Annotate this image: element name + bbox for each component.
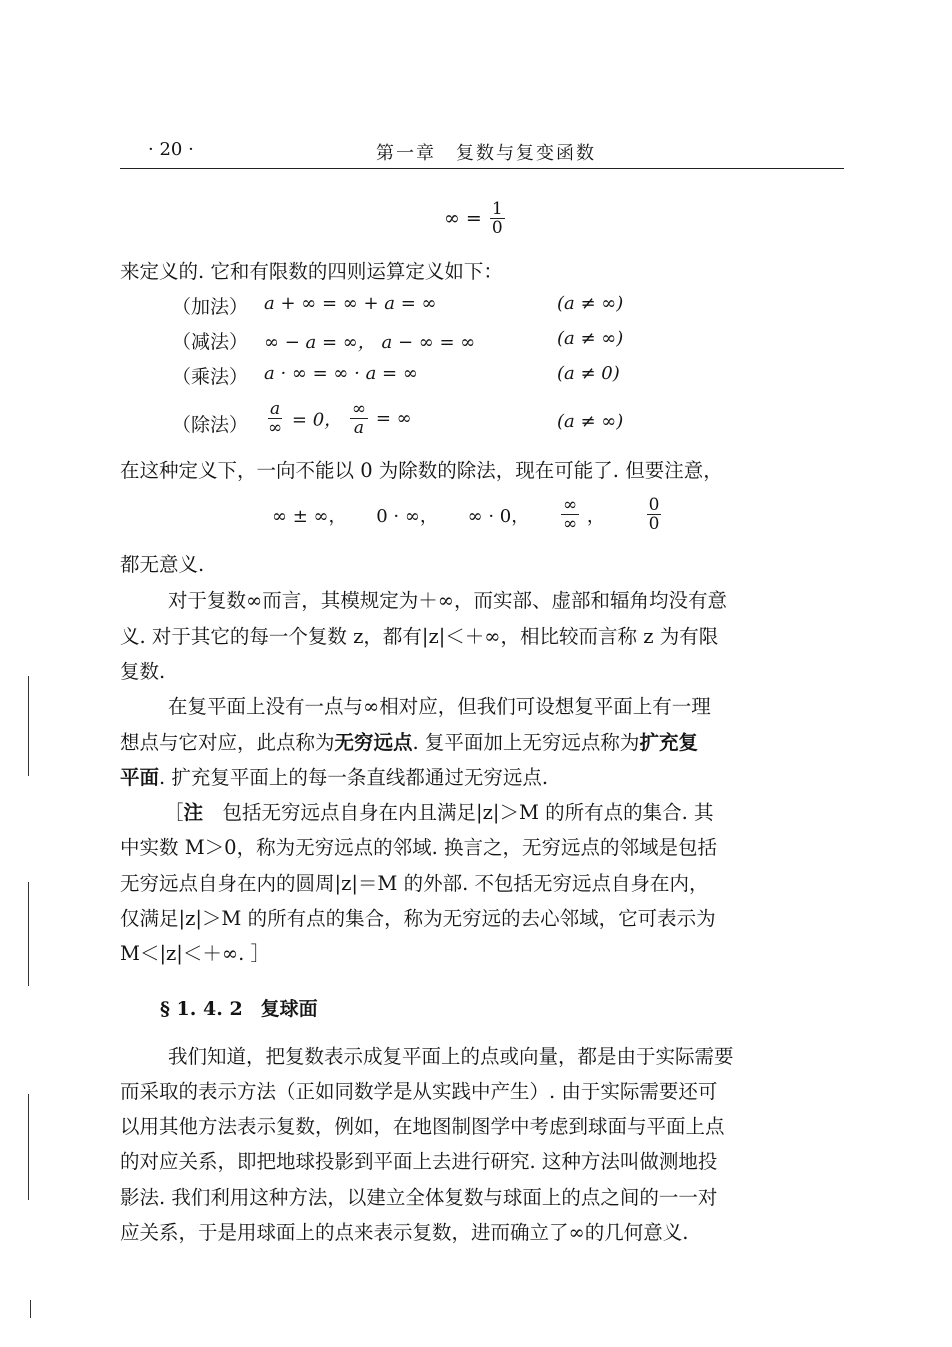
form-5-den: 0 [648, 514, 660, 534]
para2-line-1: 在复平面上没有一点与∞相对应，但我们可设想复平面上有一理 [168, 695, 711, 718]
op-expr-div [264, 400, 412, 437]
op-expr-mul: a · ∞ = ∞ · a = ∞ [264, 363, 418, 384]
top-formula-fraction [490, 200, 505, 237]
para2-l2-a: 想点与它对应，此点称为 [120, 731, 335, 754]
div-expr-mid: = 0， [291, 409, 343, 431]
section-title: 复球面 [260, 998, 318, 1020]
para3-line-3: 以用其他方法表示复数，例如，在地图制图学中考虑到球面与平面上点 [120, 1115, 725, 1138]
para3-line-6: 应关系，于是用球面上的点来表示复数，进而确立了∞的几何意义. [120, 1221, 689, 1244]
meaningless-line: 都无意义. [120, 553, 205, 576]
div-fraction-a-den: ∞ [268, 418, 283, 438]
op-label-div: （除法） [172, 414, 249, 436]
note-line-1 [164, 799, 714, 827]
form-4-den: ∞ [562, 514, 578, 534]
margin-mark-1 [28, 676, 29, 776]
para2-line-2 [120, 729, 698, 757]
op-cond-mul: (a ≠ 0) [557, 363, 620, 384]
top-formula-lhs: ∞ = [444, 207, 482, 230]
form-2: 0 · ∞， [376, 505, 438, 527]
note-line-4: 仅满足|z|＞M 的所有点的集合，称为无穷远的去心邻域，它可表示为 [120, 907, 716, 930]
op-cond-add: (a ≠ ∞) [557, 293, 624, 314]
margin-mark-2 [28, 882, 29, 986]
div-fraction-b-num: ∞ [351, 399, 367, 419]
op-label-mul: （乘法） [172, 366, 249, 388]
page-number: · 20 · [148, 139, 194, 160]
div-fraction-b [350, 400, 368, 437]
margin-mark-3 [28, 1094, 29, 1200]
top-formula-numerator: 1 [491, 199, 503, 219]
para3-line-1: 我们知道，把复数表示成复平面上的点或向量，都是由于实际需要 [168, 1045, 734, 1068]
form-4-num: ∞ [562, 495, 578, 515]
op-expr-add: a + ∞ = ∞ + a = ∞ [264, 293, 437, 314]
para2-l2-c: . 复平面加上无穷远点称为 [412, 731, 640, 754]
div-fraction-a [266, 400, 284, 437]
op-cond-sub: (a ≠ ∞) [557, 328, 624, 349]
note-bracket-open: ［ [164, 801, 184, 824]
para3-line-2: 而采取的表示方法（正如同数学是从实践中产生）. 由于实际需要还可 [120, 1080, 718, 1103]
note-line-2: 中实数 M＞0，称为无穷远点的邻域. 换言之，无穷远点的邻域是包括 [120, 836, 717, 859]
div-expr-end: = ∞ [375, 408, 412, 429]
para1-line-3: 复数. [120, 660, 166, 683]
note-label: 注 [183, 801, 204, 824]
form-5-num: 0 [648, 495, 660, 515]
form-1: ∞ ± ∞， [272, 505, 347, 527]
undefined-forms [272, 496, 663, 533]
para2-line-3 [120, 764, 548, 792]
div-fraction-a-num: a [270, 399, 281, 419]
after-ops-line: 在这种定义下，一向不能以 0 为除数的除法，现在可能了. 但要注意， [120, 459, 723, 482]
section-heading [160, 994, 318, 1021]
term-point-at-infinity: 无穷远点 [334, 731, 413, 754]
intro-line: 来定义的. 它和有限数的四则运算定义如下： [120, 260, 503, 283]
form-5-fraction [647, 496, 662, 533]
para1-line-1: 对于复数∞而言，其模规定为＋∞，而实部、虚部和辐角均没有意 [168, 589, 727, 612]
term-extended-plane-b: 平面 [120, 766, 160, 789]
op-cond-div: (a ≠ ∞) [557, 411, 624, 432]
chapter-title: 第一章 复数与复变函数 [376, 143, 596, 164]
para3-line-5: 影法. 我们利用这种方法，以建立全体复数与球面上的点之间的一一对 [120, 1186, 718, 1209]
para1-line-2: 义. 对于其它的每一个复数 z，都有|z|＜＋∞，相比较而言称 z 为有限 [120, 625, 719, 648]
op-label-sub: （减法） [172, 331, 249, 353]
note-line-5: M＜|z|＜＋∞. ］ [120, 942, 271, 965]
form-4-tail: ， [586, 505, 605, 527]
top-formula-denominator: 0 [491, 218, 503, 238]
section-number: § 1. 4. 2 [160, 998, 243, 1020]
note-l1-text: 包括无穷远点自身在内且满足|z|＞M 的所有点的集合. 其 [203, 801, 714, 824]
term-extended-plane-a: 扩充复 [639, 731, 698, 754]
note-line-3: 无穷远点自身在内的圆周|z|＝M 的外部. 不包括无穷远点自身在内， [120, 872, 709, 895]
form-3: ∞ · 0， [467, 505, 530, 527]
margin-mark-4 [30, 1300, 31, 1318]
top-formula [444, 200, 507, 237]
div-fraction-b-den: a [353, 418, 365, 438]
para2-l3-b: . 扩充复平面上的每一条直线都通过无穷远点. [159, 766, 549, 789]
form-4-fraction [561, 496, 579, 533]
para3-line-4: 的对应关系，即把地球投影到平面上去进行研究. 这种方法叫做测地投 [120, 1150, 718, 1173]
op-label-add: （加法） [172, 296, 249, 318]
header-rule [120, 168, 844, 169]
op-expr-sub: ∞ − a = ∞， a − ∞ = ∞ [264, 332, 476, 353]
